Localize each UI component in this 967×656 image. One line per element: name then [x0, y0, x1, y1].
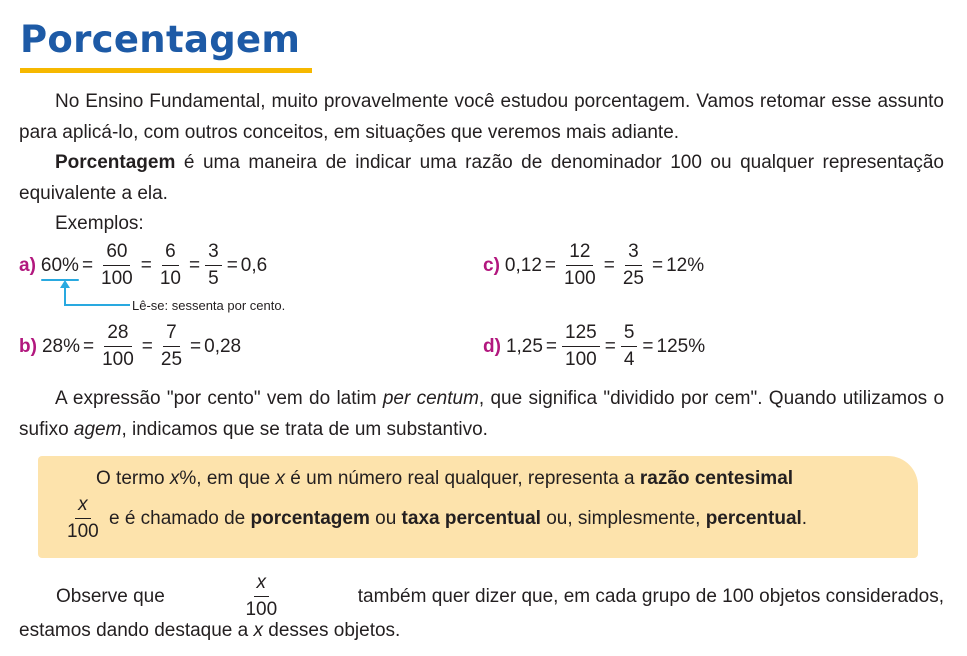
- numerator: 3: [625, 241, 642, 266]
- intro-paragraph-1: [19, 86, 944, 148]
- example-d: [483, 322, 705, 371]
- denominator: 4: [623, 349, 635, 370]
- observe-text: Observe que: [56, 585, 165, 607]
- arrow-line: [65, 288, 130, 305]
- box-text: ou: [369, 507, 402, 529]
- latin-text-3: , indicamos que se trata de um substantivo.: [121, 419, 488, 440]
- definition-line-2: [62, 494, 807, 543]
- numerator: 3: [205, 241, 222, 266]
- numerator: 12: [566, 241, 593, 266]
- denominator: 25: [622, 268, 644, 289]
- box-var-x: x: [275, 468, 286, 489]
- example-a-label: a): [19, 254, 36, 276]
- equals-sign: =: [544, 254, 556, 276]
- observe-fraction: [242, 572, 280, 621]
- fraction: [621, 322, 638, 371]
- box-text: ou, simplesmente,: [540, 507, 706, 529]
- intro-p1-text: No Ensino Fundamental, muito provavelmente você estudou porcentagem. Vamos retomar esse assunto para aplicá-lo, com outros conceitos, em situações que veremos mais adiante.: [19, 91, 944, 143]
- equals-sign: =: [604, 335, 616, 357]
- reading-note: Lê-se: sessenta por cento.: [132, 298, 286, 313]
- box-text: é um número real qualquer, representa a: [285, 468, 640, 489]
- example-a-result: 0,6: [240, 254, 268, 276]
- box-var-x: x: [169, 468, 180, 489]
- example-a-lhs: [41, 255, 79, 277]
- example-b-result: 0,28: [204, 335, 242, 357]
- fraction: [99, 322, 137, 371]
- latin-paragraph: [19, 383, 944, 445]
- denominator: 100: [565, 349, 597, 370]
- title-underline: [20, 68, 312, 73]
- intro-paragraph-2: [19, 147, 944, 209]
- box-text: %, em que: [179, 468, 276, 489]
- numerator: 125: [562, 322, 600, 347]
- example-b-lhs: 28%: [41, 335, 80, 357]
- box-fraction: [64, 494, 102, 543]
- example-b: [19, 322, 241, 371]
- observe-text: estamos dando destaque a: [19, 620, 254, 641]
- equals-sign: =: [82, 335, 95, 357]
- reading-arrow-icon: [56, 278, 136, 308]
- equals-sign: =: [226, 254, 238, 276]
- intro-p2-text: é uma maneira de indicar uma razão de denominador 100 ou qualquer representação equivalente a ela.: [19, 152, 944, 204]
- fraction: [205, 241, 222, 290]
- equals-sign: =: [189, 254, 201, 276]
- numerator: x: [254, 572, 270, 597]
- box-text: O termo: [96, 468, 170, 489]
- denominator: 100: [564, 268, 596, 289]
- numerator: 5: [621, 322, 638, 347]
- box-bold-razao: razão centesimal: [639, 468, 794, 489]
- box-text: .: [801, 507, 808, 529]
- numerator: 7: [163, 322, 180, 347]
- latin-text-2: , que significa "dividido por cem". Quando utilizamos o sufixo: [19, 388, 945, 440]
- arrow-head: [60, 280, 70, 288]
- examples-heading-text: Exemplos:: [55, 213, 144, 234]
- latin-text-1: A expressão "por cento" vem do latim: [55, 388, 383, 409]
- denominator: 100: [67, 521, 99, 542]
- equals-sign: =: [545, 335, 558, 357]
- observe-line-2: [19, 620, 400, 642]
- porcentagem-term: Porcentagem: [55, 152, 176, 173]
- observe-text: desses objetos.: [263, 620, 401, 641]
- example-b-label: b): [19, 335, 37, 357]
- example-c: [483, 241, 704, 290]
- example-d-label: d): [483, 335, 501, 357]
- fraction: [561, 241, 599, 290]
- equals-sign: =: [642, 335, 654, 357]
- definition-line-1: [96, 468, 793, 490]
- observe-text: também quer dizer que, em cada grupo de 100 objetos considerados,: [357, 585, 944, 607]
- box-bold-porcentagem: porcentagem: [250, 507, 370, 529]
- equals-sign: =: [603, 254, 615, 276]
- denominator: 25: [160, 349, 183, 370]
- example-d-lhs: 1,25: [505, 335, 543, 357]
- examples-heading: [19, 208, 944, 239]
- equals-sign: =: [190, 335, 202, 357]
- example-a-lhs-text: 60%: [40, 254, 79, 276]
- observe-var-x: x: [253, 620, 264, 641]
- fraction: [157, 241, 184, 290]
- example-d-result: 125%: [656, 335, 706, 357]
- fraction: [620, 241, 647, 290]
- fraction: [158, 322, 185, 371]
- numerator: x: [75, 494, 91, 519]
- example-c-lhs: 0,12: [504, 254, 542, 276]
- denominator: 10: [159, 268, 181, 289]
- fraction: [562, 322, 600, 371]
- denominator: 100: [102, 349, 134, 370]
- numerator: 28: [104, 322, 131, 347]
- latin-agem: agem: [73, 419, 122, 440]
- observe-line-1: [56, 572, 944, 621]
- box-text: e é chamado de: [103, 507, 251, 529]
- box-bold-taxa: taxa percentual: [401, 507, 541, 529]
- example-c-label: c): [483, 254, 500, 276]
- equals-sign: =: [81, 254, 94, 276]
- equals-sign: =: [140, 254, 152, 276]
- equals-sign: =: [141, 335, 153, 357]
- latin-per-centum: per centum: [382, 388, 479, 409]
- box-bold-percentual: percentual: [705, 507, 802, 529]
- numerator: 60: [103, 241, 130, 266]
- equals-sign: =: [651, 254, 664, 276]
- denominator: 5: [208, 268, 219, 289]
- denominator: 100: [245, 599, 278, 620]
- numerator: 6: [162, 241, 179, 266]
- page-title: Porcentagem: [20, 18, 301, 61]
- example-c-result: 12%: [666, 254, 705, 276]
- denominator: 100: [101, 268, 133, 289]
